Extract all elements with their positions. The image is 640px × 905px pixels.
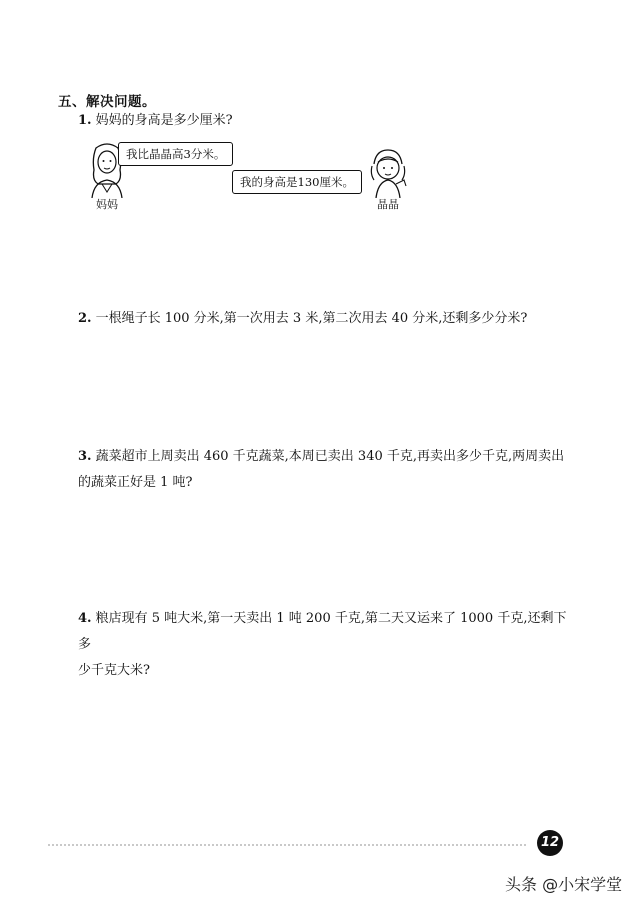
watermark: 头条 @小宋学堂 [505,875,623,894]
question-text-line2: 少千克大米? [78,663,150,678]
question-text-line1: 蔬菜超市上周卖出 460 千克蔬菜,本周已卖出 340 千克,再卖出多少千克,两周卖出 [95,449,565,464]
question-text: 妈妈的身高是多少厘米? [95,113,233,128]
mom-speech-bubble: 我比晶晶高3分米。 [118,142,233,166]
question-number: 3. [78,449,92,464]
question-number: 4. [78,611,92,626]
footer-divider [48,844,526,846]
question-2 [78,306,578,332]
mom-label: 妈妈 [96,198,118,211]
question-4 [78,606,578,684]
girl-speech-bubble: 我的身高是130厘米。 [232,170,362,194]
question-1 [78,108,578,134]
question-3 [78,444,578,496]
section-title: 五、解决问题。 [58,94,156,110]
question-number: 2. [78,311,92,326]
question-text-line1: 粮店现有 5 吨大米,第一天卖出 1 吨 200 千克,第二天又运来了 1000 千克,还剩下多 [78,611,567,652]
question-text-line2: 的蔬菜正好是 1 吨? [78,475,193,490]
question-text: 一根绳子长 100 分米,第一次用去 3 米,第二次用去 40 分米,还剩多少分米? [95,311,528,326]
question-number: 1. [78,113,92,128]
girl-figure-icon [366,146,410,198]
page-number-badge: 12 [537,830,563,856]
girl-label: 晶晶 [377,198,399,211]
